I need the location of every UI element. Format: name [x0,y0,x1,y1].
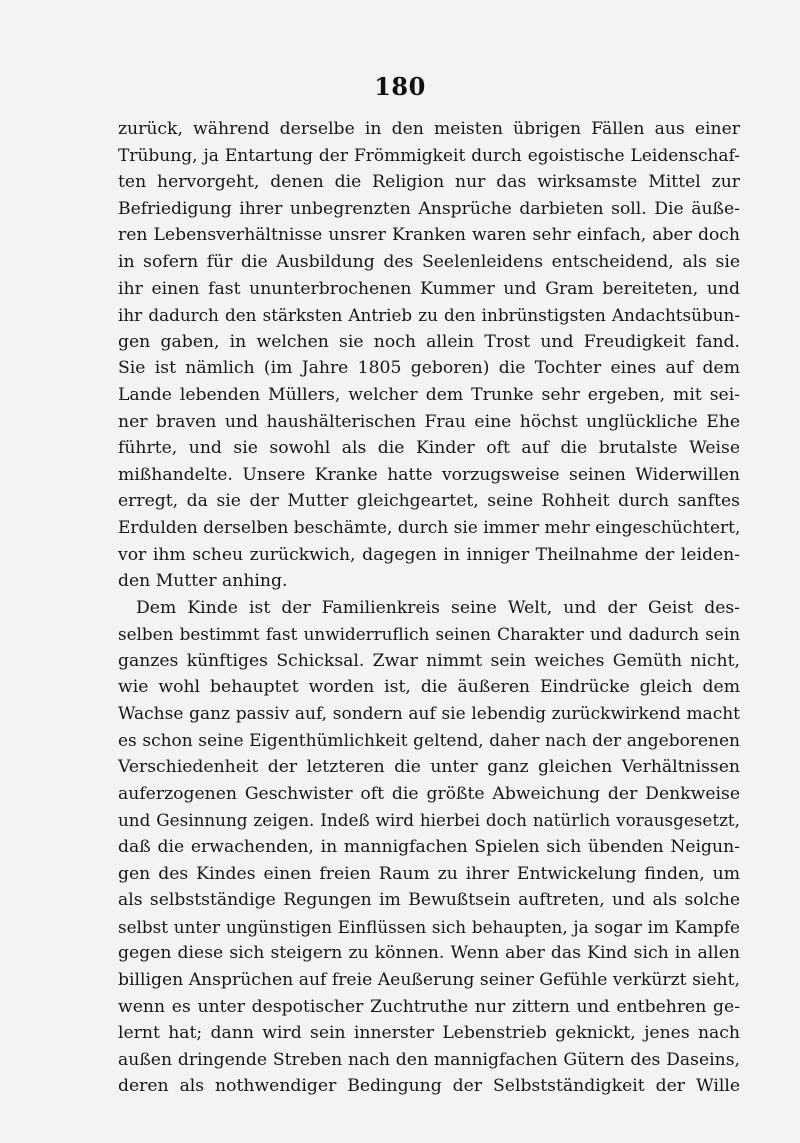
text-line: mißhandelte. Unsere Kranke hatte vorzugsweise seinen Widerwillen [118,464,740,485]
body-text [118,116,740,1100]
text-line: ren Lebensverhältnisse unsrer Kranken waren sehr einfach, aber doch [118,225,740,246]
text-line: wenn es unter despotischer Zuchtruthe nur zittern und entbehren ge- [118,996,740,1017]
text-line: deren als nothwendiger Bedingung der Selbstständigkeit der Wille [118,1076,740,1097]
text-line: lernt hat; dann wird sein innerster Lebenstrieb geknickt, jenes nach [118,1023,740,1044]
text-line: selbst unter ungünstigen Einflüssen sich behaupten, ja sogar im Kampfe [118,916,740,937]
text-line: gen des Kindes einen freien Raum zu ihrer Entwickelung finden, um [118,863,740,884]
text-line: Trübung, ja Entartung der Frömmigkeit durch egoistische Leidenschaf- [118,145,740,166]
text-line: daß die erwachenden, in mannigfachen Spielen sich übenden Neigun- [118,837,740,858]
text-line: wie wohl behauptet worden ist, die äußeren Eindrücke gleich dem [118,677,740,698]
text-line: erregt, da sie der Mutter gleichgeartet, seine Rohheit durch sanftes [118,491,740,512]
text-line: ihr dadurch den stärksten Antrieb zu den inbrünstigsten Andachtsübun- [118,305,740,326]
text-line: Verschiedenheit der letzteren die unter ganz gleichen Verhältnissen [118,757,740,778]
text-line: Befriedigung ihrer unbegrenzten Ansprüche darbieten soll. Die äuße- [118,198,740,219]
text-line: außen dringende Streben nach den mannigfachen Gütern des Daseins, [118,1049,740,1070]
text-line: ten hervorgeht, denen die Religion nur das wirksamste Mittel zur [118,172,740,193]
text-line: als selbstständige Regungen im Bewußtsein auftreten, und als solche [118,890,740,911]
text-line: ner braven und haushälterischen Frau eine höchst unglückliche Ehe [118,411,740,432]
text-line: selben bestimmt fast unwiderruflich seinen Charakter und dadurch sein [118,624,740,645]
text-line: führte, und sie sowohl als die Kinder oft auf die brutalste Weise [118,438,740,459]
text-line: den Mutter anhing. [118,571,288,592]
text-line: Wachse ganz passiv auf, sondern auf sie lebendig zurückwirkend macht [118,704,740,725]
text-line: und Gesinnung zeigen. Indeß wird hierbei doch natürlich vorausgesetzt, [118,810,740,831]
text-line: gen gaben, in welchen sie noch allein Trost und Freudigkeit fand. [118,331,740,352]
text-line: Dem Kinde ist der Familienkreis seine Welt, und der Geist des- [136,597,740,618]
text-line: gegen diese sich steigern zu können. Wenn aber das Kind sich in allen [118,943,740,964]
text-line: Lande lebenden Müllers, welcher dem Trunke sehr ergeben, mit sei- [118,384,740,405]
text-line: ganzes künftiges Schicksal. Zwar nimmt sein weiches Gemüth nicht, [118,650,740,671]
text-line: Erdulden derselben beschämte, durch sie immer mehr eingeschüchtert, [118,517,741,538]
text-line: vor ihm scheu zurückwich, dagegen in inniger Theilnahme der leiden- [118,544,740,565]
text-line: Sie ist nämlich (im Jahre 1805 geboren) die Tochter eines auf dem [118,358,740,379]
text-line: ihr einen fast ununterbrochenen Kummer und Gram bereiteten, und [118,278,740,299]
text-line: es schon seine Eigenthümlichkeit geltend, daher nach der angeborenen [118,730,740,751]
text-line: in sofern für die Ausbildung des Seelenleidens entscheidend, als sie [118,251,740,272]
text-line: auferzogenen Geschwister oft die größte Abweichung der Denkweise [118,783,740,804]
text-line: billigen Ansprüchen auf freie Aeußerung seiner Gefühle verkürzt sieht, [118,970,740,990]
text-line: zurück, während derselbe in den meisten übrigen Fällen aus einer [118,119,740,139]
page-number: 180 [374,72,426,101]
